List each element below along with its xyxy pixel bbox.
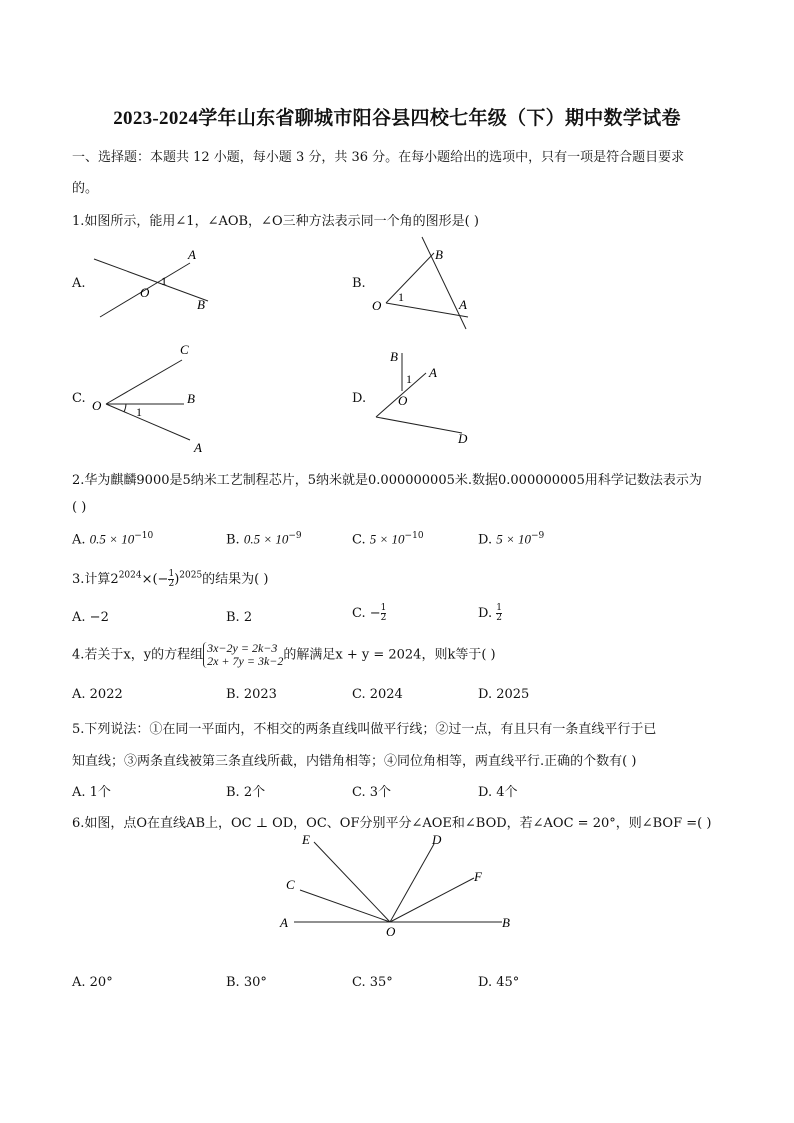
q1-stem: 1.如图所示，能用∠1，∠AOB，∠O三种方法表示同一个角的图形是( ) [72, 214, 479, 229]
q5-option-a: A. 1个 [72, 785, 111, 800]
fig-d-label-A: A [429, 365, 437, 380]
q2-option-b: B. $0.5 \times 10^{-9}$ [226, 531, 302, 548]
fig-c-label-A: A [194, 440, 202, 455]
q1-option-d-label: D. [352, 391, 367, 406]
q1-figure-c [90, 340, 220, 464]
q6-label-D: D [432, 832, 442, 847]
q1-option-a-label: A. [72, 276, 86, 291]
q4-option-b: B. 2023 [226, 687, 277, 702]
fig-d-label-O: O [398, 393, 408, 408]
q2-option-c: C. $5 \times 10^{-10}$ [352, 531, 424, 548]
fig-a-label-O: O [140, 285, 150, 300]
fig-c-label-C: C [180, 342, 189, 357]
q2-stem-cont: ( ) [72, 500, 87, 515]
q6-label-C: C [286, 877, 295, 892]
q4-option-c: C. 2024 [352, 687, 403, 702]
q3-option-c: C. − $\frac{1}{2}$ [352, 603, 387, 623]
fig-b-label-B: B [435, 247, 443, 262]
fig-d-label-D: D [458, 431, 468, 446]
section-header-cont: 的。 [72, 181, 99, 196]
q5-option-d: D. 4个 [478, 785, 518, 800]
q6-label-A: A [280, 915, 288, 930]
q6-option-a: A. 20° [72, 975, 113, 990]
q3-option-b: B. 2 [226, 610, 253, 625]
fig-d-label-B: B [390, 349, 398, 364]
fig-b-angle-1: 1 [398, 290, 404, 304]
q1-option-c-label: C. [72, 391, 86, 406]
q6-option-c: C. 35° [352, 975, 393, 990]
q5-stem-cont: 知直线；③两条直线被第三条直线所截，内错角相等；④同位角相等，两直线平行.正确的个数有( ) [72, 754, 637, 769]
section-header: 一、选择题：本题共 12 小题，每小题 3 分，共 36 分。在每小题给出的选项中，只有一项是符合题目要求 [72, 150, 685, 165]
q6-option-b: B. 30° [226, 975, 267, 990]
q2-option-a: A. $0.5 \times 10^{-10}$ [72, 531, 154, 548]
page-title: 2023-2024学年山东省聊城市阳谷县四校七年级（下）期中数学试卷 [113, 108, 681, 129]
q3-option-a: A. −2 [72, 610, 109, 625]
q5-option-b: B. 2个 [226, 785, 266, 800]
q6-label-O: O [386, 924, 396, 939]
fig-a-label-B: B [197, 297, 205, 312]
q6-label-F: F [474, 869, 482, 884]
q6-option-d: D. 45° [478, 975, 520, 990]
q4-option-d: D. 2025 [478, 687, 530, 702]
q1-figure-d [368, 345, 488, 454]
fig-b-label-O: O [372, 298, 382, 313]
fig-c-label-B: B [187, 391, 195, 406]
q3-option-d: D. $\frac{1}{2}$ [478, 603, 502, 623]
fig-a-angle-1: 1 [161, 274, 167, 288]
q1-figure-b [368, 235, 488, 339]
q2-stem: 2.华为麒麟9000是5纳米工艺制程芯片，5纳米就是0.000000005米.数据0.000000005用科学记数法表示为 [72, 473, 702, 488]
q4-stem: 4.若关于x，y的方程组 3x−2y = 2k−3 2x + 7y = 3k−2 的解满足x + y = 2024，则k等于( ) [72, 641, 496, 668]
q1-figure-a [90, 245, 220, 329]
fig-d-angle-1: 1 [406, 372, 412, 386]
fig-a-label-A: A [188, 247, 196, 262]
q2-option-d: D. $5 \times 10^{-9}$ [478, 531, 545, 548]
fig-c-label-O: O [92, 398, 102, 413]
q6-figure [278, 828, 523, 947]
fig-b-label-A: A [459, 297, 467, 312]
q5-stem: 5.下列说法：①在同一平面内，不相交的两条直线叫做平行线；②过一点，有且只有一条直线平行于已 [72, 722, 657, 737]
q6-label-E: E [302, 832, 310, 847]
q6-stem: 6.如图，点O在直线AB上，OC ⊥ OD，OC、OF分别平分∠AOE和∠BOD，若∠AOC = 20°，则∠BOF =( ) [72, 816, 712, 831]
q1-option-b-label: B. [352, 276, 366, 291]
q5-option-c: C. 3个 [352, 785, 392, 800]
fig-c-angle-1: 1 [136, 405, 142, 419]
q6-label-B: B [502, 915, 510, 930]
q3-stem: 3.计算$2^{2024}\times(-$ $\frac{1}{2}$ )$^{2025}$的结果为( ) [72, 569, 269, 589]
q4-option-a: A. 2022 [72, 687, 123, 702]
